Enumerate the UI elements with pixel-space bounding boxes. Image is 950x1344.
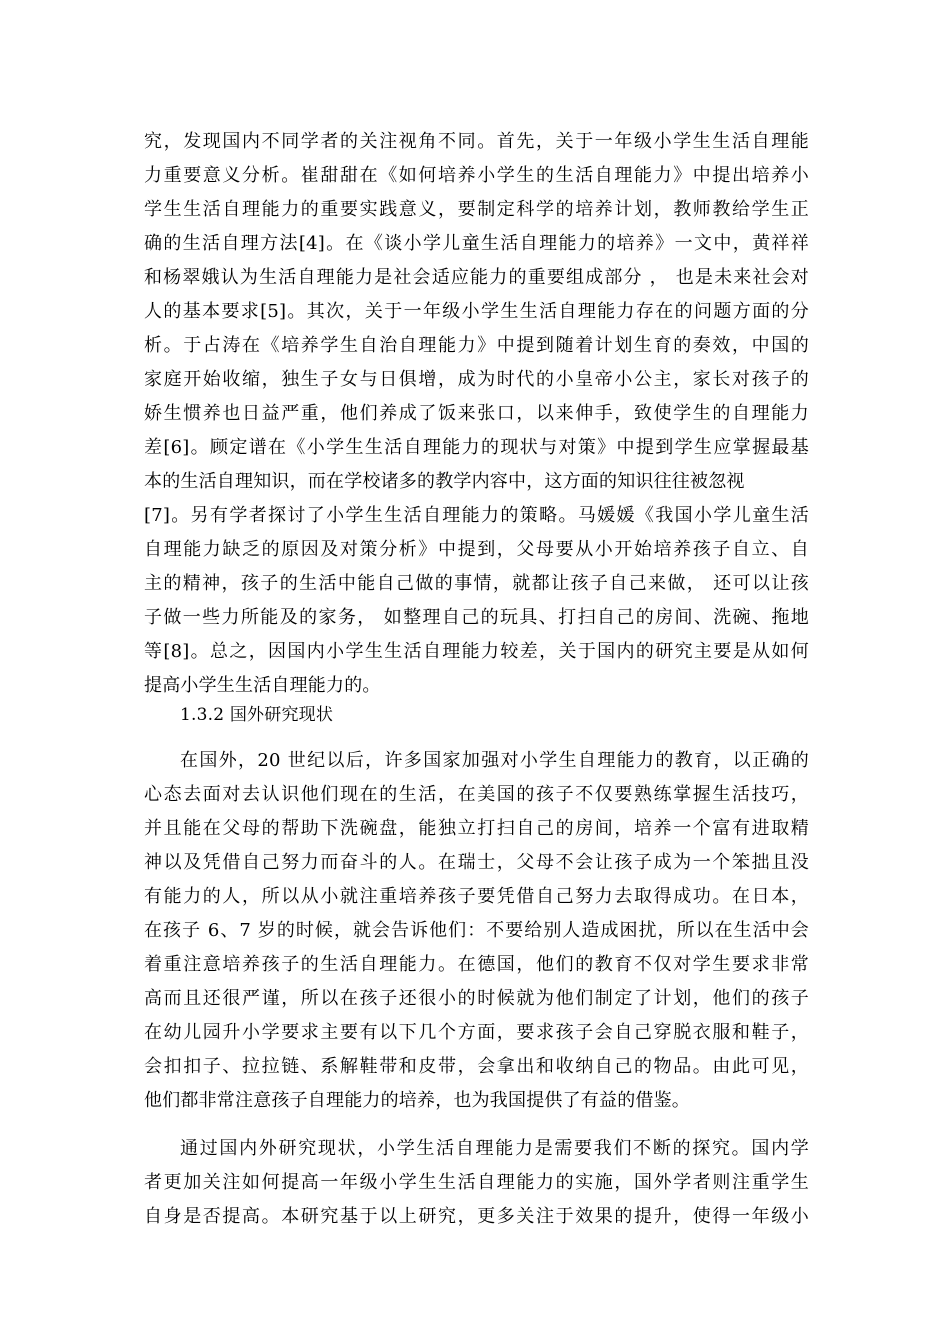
text-line: 和杨翠娥认为生活自理能力是社会适应能力的重要组成部分 ， 也是未来社会对 <box>144 267 809 288</box>
text-line: 者更加关注如何提高一年级小学生生活自理能力的实施，国外学者则注重学生 <box>144 1172 809 1193</box>
text-line: 会扣扣子、拉拉链、系解鞋带和皮带，会拿出和收纳自己的物品。由此可见， <box>144 1056 809 1077</box>
text-line: 析。于占涛在《培养学生自治自理能力》中提到随着计划生育的奏效，中国的 <box>144 335 809 356</box>
text-line: 等[8]。总之，因国内小学生生活自理能力较差，关于国内的研究主要是从如何 <box>144 641 809 662</box>
text-line: 人的基本要求[5]。其次，关于一年级小学生生活自理能力存在的问题方面的分 <box>144 301 809 322</box>
text-line: 在幼儿园升小学要求主要有以下几个方面，要求孩子会自己穿脱衣服和鞋子， <box>144 1022 809 1043</box>
text-line: 提高小学生生活自理能力的。 <box>144 675 381 696</box>
text-line: 着重注意培养孩子的生活自理能力。在德国，他们的教育不仅对学生要求非常 <box>144 954 809 975</box>
text-line: 在孩子 6、7 岁的时候，就会告诉他们：不要给别人造成困扰，所以在生活中会 <box>144 920 809 941</box>
text-line: 自身是否提高。本研究基于以上研究，更多关注于效果的提升，使得一年级小 <box>144 1206 809 1227</box>
text-line: 子做一些力所能及的家务， 如整理自己的玩具、打扫自己的房间、洗碗、拖地 <box>144 607 809 628</box>
text-line: 差[6]。顾定谱在《小学生生活自理能力的现状与对策》中提到学生应掌握最基 <box>144 437 809 458</box>
text-line: 主的精神，孩子的生活中能自己做的事情，就都让孩子自己来做， 还可以让孩 <box>144 573 809 594</box>
text-line: 自理能力缺乏的原因及对策分析》中提到，父母要从小开始培养孩子自立、自 <box>144 539 809 560</box>
text-line: 有能力的人，所以从小就注重培养孩子要凭借自己努力去取得成功。在日本， <box>144 886 809 907</box>
text-line: 在国外，20 世纪以后，许多国家加强对小学生自理能力的教育，以正确的 <box>180 750 809 771</box>
text-line: 他们都非常注意孩子自理能力的培养，也为我国提供了有益的借鉴。 <box>144 1090 690 1111</box>
text-line: 通过国内外研究现状，小学生活自理能力是需要我们不断的探究。国内学 <box>180 1138 809 1159</box>
paragraph-foreign-research <box>144 744 809 1118</box>
text-line: 确的生活自理方法[4]。在《谈小学儿童生活自理能力的培养》一文中，黄祥祥 <box>144 233 809 254</box>
paragraph-domestic-research <box>144 125 809 703</box>
text-line: 究，发现国内不同学者的关注视角不同。首先，关于一年级小学生生活自理能 <box>144 131 809 152</box>
text-line: 学生生活自理能力的重要实践意义，要制定科学的培养计划，教师教给学生正 <box>144 199 809 220</box>
text-line: 心态去面对去认识他们现在的生活，在美国的孩子不仅要熟练掌握生活技巧， <box>144 784 809 805</box>
text-line: 神以及凭借自己努力而奋斗的人。在瑞士，父母不会让孩子成为一个笨拙且没 <box>144 852 809 873</box>
section-heading-text: 1.3.2 国外研究现状 <box>180 705 334 725</box>
text-line: 娇生惯养也日益严重，他们养成了饭来张口，以来伸手，致使学生的自理能力 <box>144 403 809 424</box>
text-line: 力重要意义分析。崔甜甜在《如何培养小学生的生活自理能力》中提出培养小 <box>144 165 809 186</box>
text-line: 本的生活自理知识，而在学校诸多的教学内容中，这方面的知识往往被忽视 <box>144 471 745 492</box>
section-heading <box>144 698 809 732</box>
paragraph-summary <box>144 1132 809 1234</box>
text-line: 高而且还很严谨，所以在孩子还很小的时候就为他们制定了计划，他们的孩子 <box>144 988 809 1009</box>
text-line: 并且能在父母的帮助下洗碗盘，能独立打扫自己的房间，培养一个富有进取精 <box>144 818 809 839</box>
text-line: 家庭开始收缩，独生子女与日俱增，成为时代的小皇帝小公主，家长对孩子的 <box>144 369 809 390</box>
text-line: [7]。另有学者探讨了小学生生活自理能力的策略。马媛媛《我国小学儿童生活 <box>144 505 809 526</box>
